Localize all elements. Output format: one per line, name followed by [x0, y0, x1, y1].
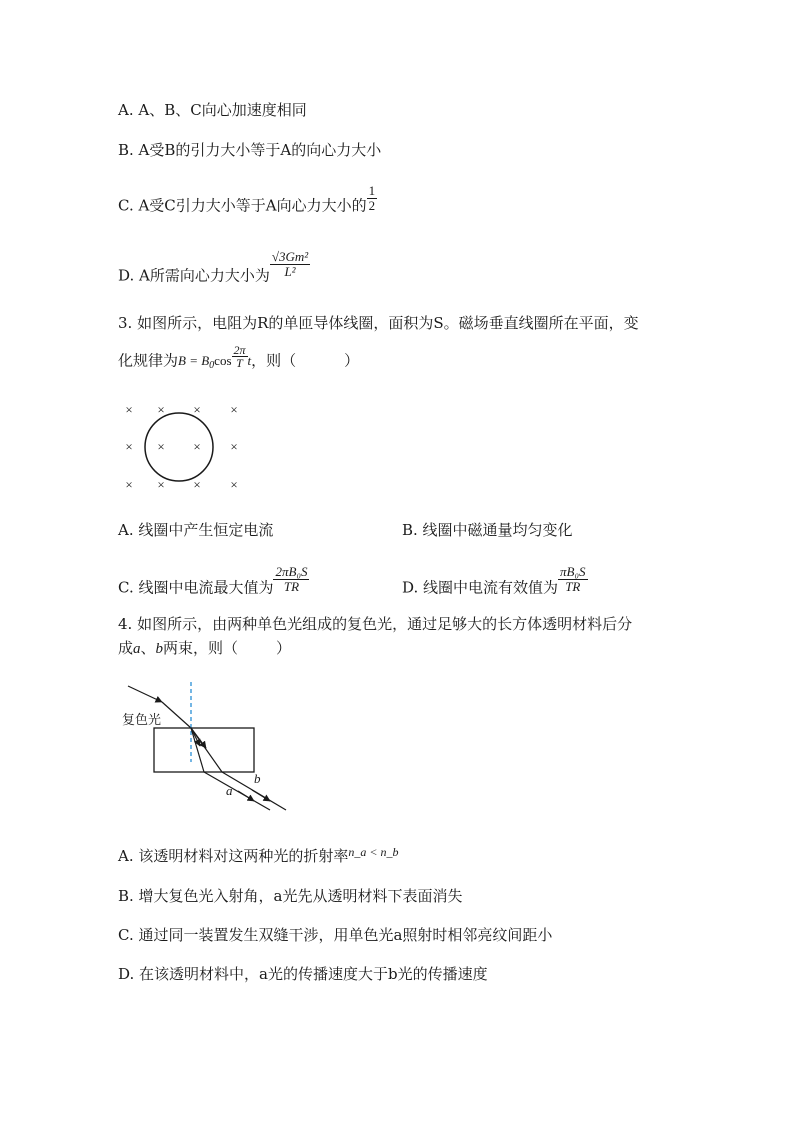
- q3-option-c-text: C. 线圈中电流最大值为: [118, 578, 274, 597]
- q3-option-a: A. 线圈中产生恒定电流: [118, 521, 274, 539]
- q2-option-c-text: C. A受C引力大小等于A向心力大小的: [118, 196, 367, 215]
- field-cross: ×: [193, 439, 201, 454]
- q3-option-c: [118, 564, 309, 603]
- fraction-numerator: πB₀S: [560, 564, 586, 579]
- q4-stem-line1: 4. 如图所示，由两种单色光组成的复色光，通过足够大的长方体透明材料后分: [118, 615, 633, 633]
- refraction-diagram: [118, 680, 298, 820]
- force-formula-fraction: [270, 250, 310, 279]
- coil-magnetic-field-diagram: [115, 398, 255, 498]
- field-cross: ×: [125, 477, 133, 492]
- q3-stem-line2: [118, 343, 360, 376]
- q2-option-d: [118, 249, 310, 291]
- field-cross: ×: [193, 477, 201, 492]
- symbol-b: b: [155, 641, 164, 657]
- q3-stem-line1: 3. 如图所示，电阻为R的单匝导体线圈，面积为S。磁场垂直线圈所在平面，变: [118, 314, 639, 332]
- label-a: a: [226, 783, 233, 798]
- fraction-denominator: 2: [368, 198, 376, 213]
- refractive-index-formula: n_a < n_b: [348, 845, 399, 859]
- rms-current-fraction: [558, 565, 587, 594]
- emerging-b-arrow: [252, 790, 270, 801]
- q4-option-b: B. 增大复色光入射角，a光先从透明材料下表面消失: [118, 887, 463, 905]
- q3-stem-prefix: 化规律为: [118, 351, 179, 370]
- fraction-denominator: TR: [558, 579, 587, 594]
- fraction-numerator: 1: [368, 183, 376, 198]
- field-cross: ×: [157, 402, 165, 417]
- q3-option-d: [402, 564, 588, 603]
- q4-stem-suffix: 两束，则（: [163, 639, 239, 657]
- q4-option-a-text: A. 该透明材料对这两种光的折射率: [118, 847, 349, 865]
- formula-subscript: 0: [209, 360, 215, 372]
- coil-circle: [145, 413, 213, 481]
- q4-option-a: [118, 846, 398, 867]
- q3-option-d-text: D. 线圈中电流有效值为: [402, 578, 559, 597]
- q2-option-d-text: D. A所需向心力大小为: [118, 266, 270, 285]
- fraction-numerator: 2π: [233, 343, 246, 357]
- q4-option-d: D. 在该透明材料中，a光的传播速度大于b光的传播速度: [118, 965, 488, 983]
- field-cross: ×: [230, 402, 238, 417]
- field-cross: ×: [193, 402, 201, 417]
- formula-fraction: [232, 344, 248, 369]
- emerging-a-arrow: [238, 791, 254, 801]
- q4-stem-line2: [118, 638, 291, 659]
- symbol-a: a: [133, 641, 141, 657]
- fraction-numerator: √3Gm²: [271, 249, 309, 264]
- fraction-numerator: 2πB₀S: [275, 564, 308, 579]
- label-composite-light: 复色光: [122, 713, 162, 728]
- transparent-slab: [154, 728, 254, 772]
- q3-close-paren: ）: [344, 351, 360, 370]
- formula-cos: cos: [214, 353, 232, 369]
- ray-b-arrow: [191, 728, 206, 748]
- q2-option-a: A. A、B、C向心加速度相同: [118, 101, 307, 119]
- label-b: b: [254, 771, 261, 786]
- q2-option-c: [118, 183, 377, 221]
- q4-close-paren: ）: [276, 639, 292, 657]
- q4-stem-prefix: 成: [118, 639, 134, 657]
- fraction-denominator: L²: [270, 264, 310, 279]
- field-cross: ×: [125, 402, 133, 417]
- separator: 、: [140, 639, 156, 657]
- formula-t: t: [247, 353, 252, 369]
- refracted-ray-a: [191, 728, 204, 772]
- q4-option-c: C. 通过同一装置发生双缝干涉，用单色光a照射时相邻亮纹间距小: [118, 926, 553, 944]
- q3-option-b: B. 线圈中磁通量均匀变化: [402, 521, 573, 539]
- incident-ray-continued: [162, 702, 191, 728]
- fraction-denominator: T: [232, 356, 248, 369]
- incident-ray: [128, 686, 162, 702]
- q3-stem-suffix: ，则（: [251, 351, 297, 370]
- q2-option-b: B. A受B的引力大小等于A的向心力大小: [118, 141, 382, 159]
- field-cross: ×: [157, 439, 165, 454]
- field-cross: ×: [125, 439, 133, 454]
- field-cross: ×: [157, 477, 165, 492]
- max-current-fraction: [273, 565, 309, 594]
- field-cross: ×: [230, 477, 238, 492]
- fraction-denominator: TR: [273, 579, 309, 594]
- formula-lhs: B = B: [178, 353, 210, 369]
- field-cross: ×: [230, 439, 238, 454]
- fraction-one-half: [367, 184, 378, 213]
